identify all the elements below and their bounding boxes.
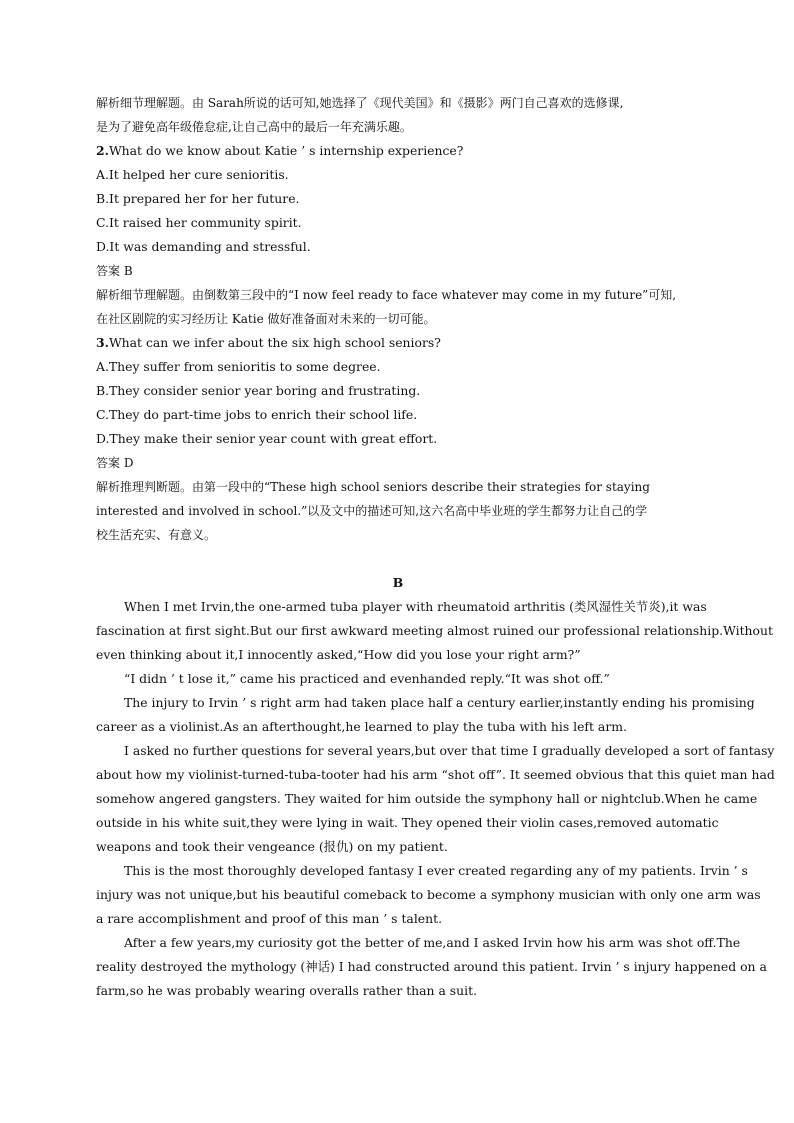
analysis-line: 是为了避免高年级倦怠症,让自己高中的最后一年充满乐趣。 (96, 120, 412, 134)
analysis-line: 在社区剧院的实习经历让 Katie 做好准备面对未来的一切可能。 (96, 312, 436, 326)
question-text: What can we infer about the six high school seniors? (108, 335, 441, 350)
paragraph (96, 691, 755, 739)
paragraph (96, 667, 700, 691)
passage-line: injury was not unique,but his beautiful comeback to become a symphony musician with only one arm was (96, 887, 761, 902)
passage-line: farm,so he was probably wearing overalls rather than a suit. (96, 983, 478, 998)
option-c: C.They do part-time jobs to enrich their school life. (96, 407, 418, 422)
passage-line: career as a violinist.As an afterthought,he learned to play the tuba with his left arm. (96, 719, 627, 734)
passage-line: somehow angered gangsters. They waited for him outside the symphony hall or nightclub.When he came (96, 791, 758, 806)
passage-line: After a few years,my curiosity got the better of me,and I asked Irvin how his arm was shot off.The (124, 935, 741, 950)
option-a: A.It helped her cure senioritis. (96, 167, 289, 182)
passage-line: When I met Irvin,the one-armed tuba player with rheumatoid arthritis (类风湿性关节炎),it was (124, 599, 707, 614)
passage-b (96, 595, 775, 1003)
question-number: 2. (96, 143, 109, 158)
option-b: B.They consider senior year boring and frustrating. (96, 383, 421, 398)
question-stem (96, 139, 700, 163)
question-3 (96, 331, 700, 547)
question-number: 3. (96, 335, 109, 350)
analysis-line: 校生活充实、有意义。 (96, 528, 217, 542)
option-d: D.They make their senior year count with great effort. (96, 431, 438, 446)
question-text: What do we know about Katie ’ s internship experience? (108, 143, 464, 158)
section-heading: B (392, 575, 404, 590)
analysis-line: 解析细节理解题。由 Sarah所说的话可知,她选择了《现代美国》和《摄影》两门自己喜欢的选修课, (96, 96, 624, 110)
passage-line: “I didn ’ t lose it,” came his practiced and evenhanded reply.“It was shot off.” (124, 671, 610, 686)
paragraph (96, 859, 761, 931)
option-c: C.It raised her community spirit. (96, 215, 302, 230)
analysis-q1 (96, 91, 700, 139)
document-page (96, 91, 775, 1003)
passage-line: weapons and took their vengeance (报仇) on my patient. (96, 839, 448, 854)
analysis-line: 解析细节理解题。由倒数第三段中的“I now feel ready to face whatever may come in my future”可知, (96, 288, 677, 302)
passage-line: about how my violinist-turned-tuba-tooter had his arm “shot off”. It seemed obvious that this quiet man had (96, 767, 775, 782)
option-a: A.They suffer from senioritis to some degree. (96, 359, 381, 374)
option-b: B.It prepared her for her future. (96, 191, 300, 206)
paragraph (96, 595, 773, 667)
analysis-line: interested and involved in school.”以及文中的描述可知,这六名高中毕业班的学生都努力让自己的学 (96, 504, 648, 518)
option-d: D.It was demanding and stressful. (96, 239, 311, 254)
passage-line: a rare accomplishment and proof of this man ’ s talent. (96, 911, 443, 926)
passage-line: fascination at first sight.But our first awkward meeting almost ruined our professional relationship.Without (96, 623, 773, 638)
paragraph (96, 931, 767, 1003)
answer: 答案 B (96, 264, 133, 278)
passage-line: reality destroyed the mythology (神话) I had constructed around this patient. Irvin ’ s injury happened on a (96, 959, 767, 974)
passage-line: I asked no further questions for several years,but over that time I gradually developed a sort of fantasy (124, 743, 775, 758)
answer: 答案 D (96, 456, 134, 470)
passage-line: The injury to Irvin ’ s right arm had taken place half a century earlier,instantly ending his promising (124, 695, 755, 710)
passage-line: This is the most thoroughly developed fantasy I ever created regarding any of my patients. Irvin ’ s (124, 863, 748, 878)
passage-line: outside in his white suit,they were lying in wait. They opened their violin cases,removed automatic (96, 815, 719, 830)
passage-line: even thinking about it,I innocently asked,“How did you lose your right arm?” (96, 647, 581, 662)
analysis-line: 解析推理判断题。由第一段中的“These high school seniors describe their strategies for staying (96, 480, 650, 494)
question-2 (96, 139, 700, 331)
paragraph (96, 739, 775, 859)
question-stem (96, 331, 700, 355)
